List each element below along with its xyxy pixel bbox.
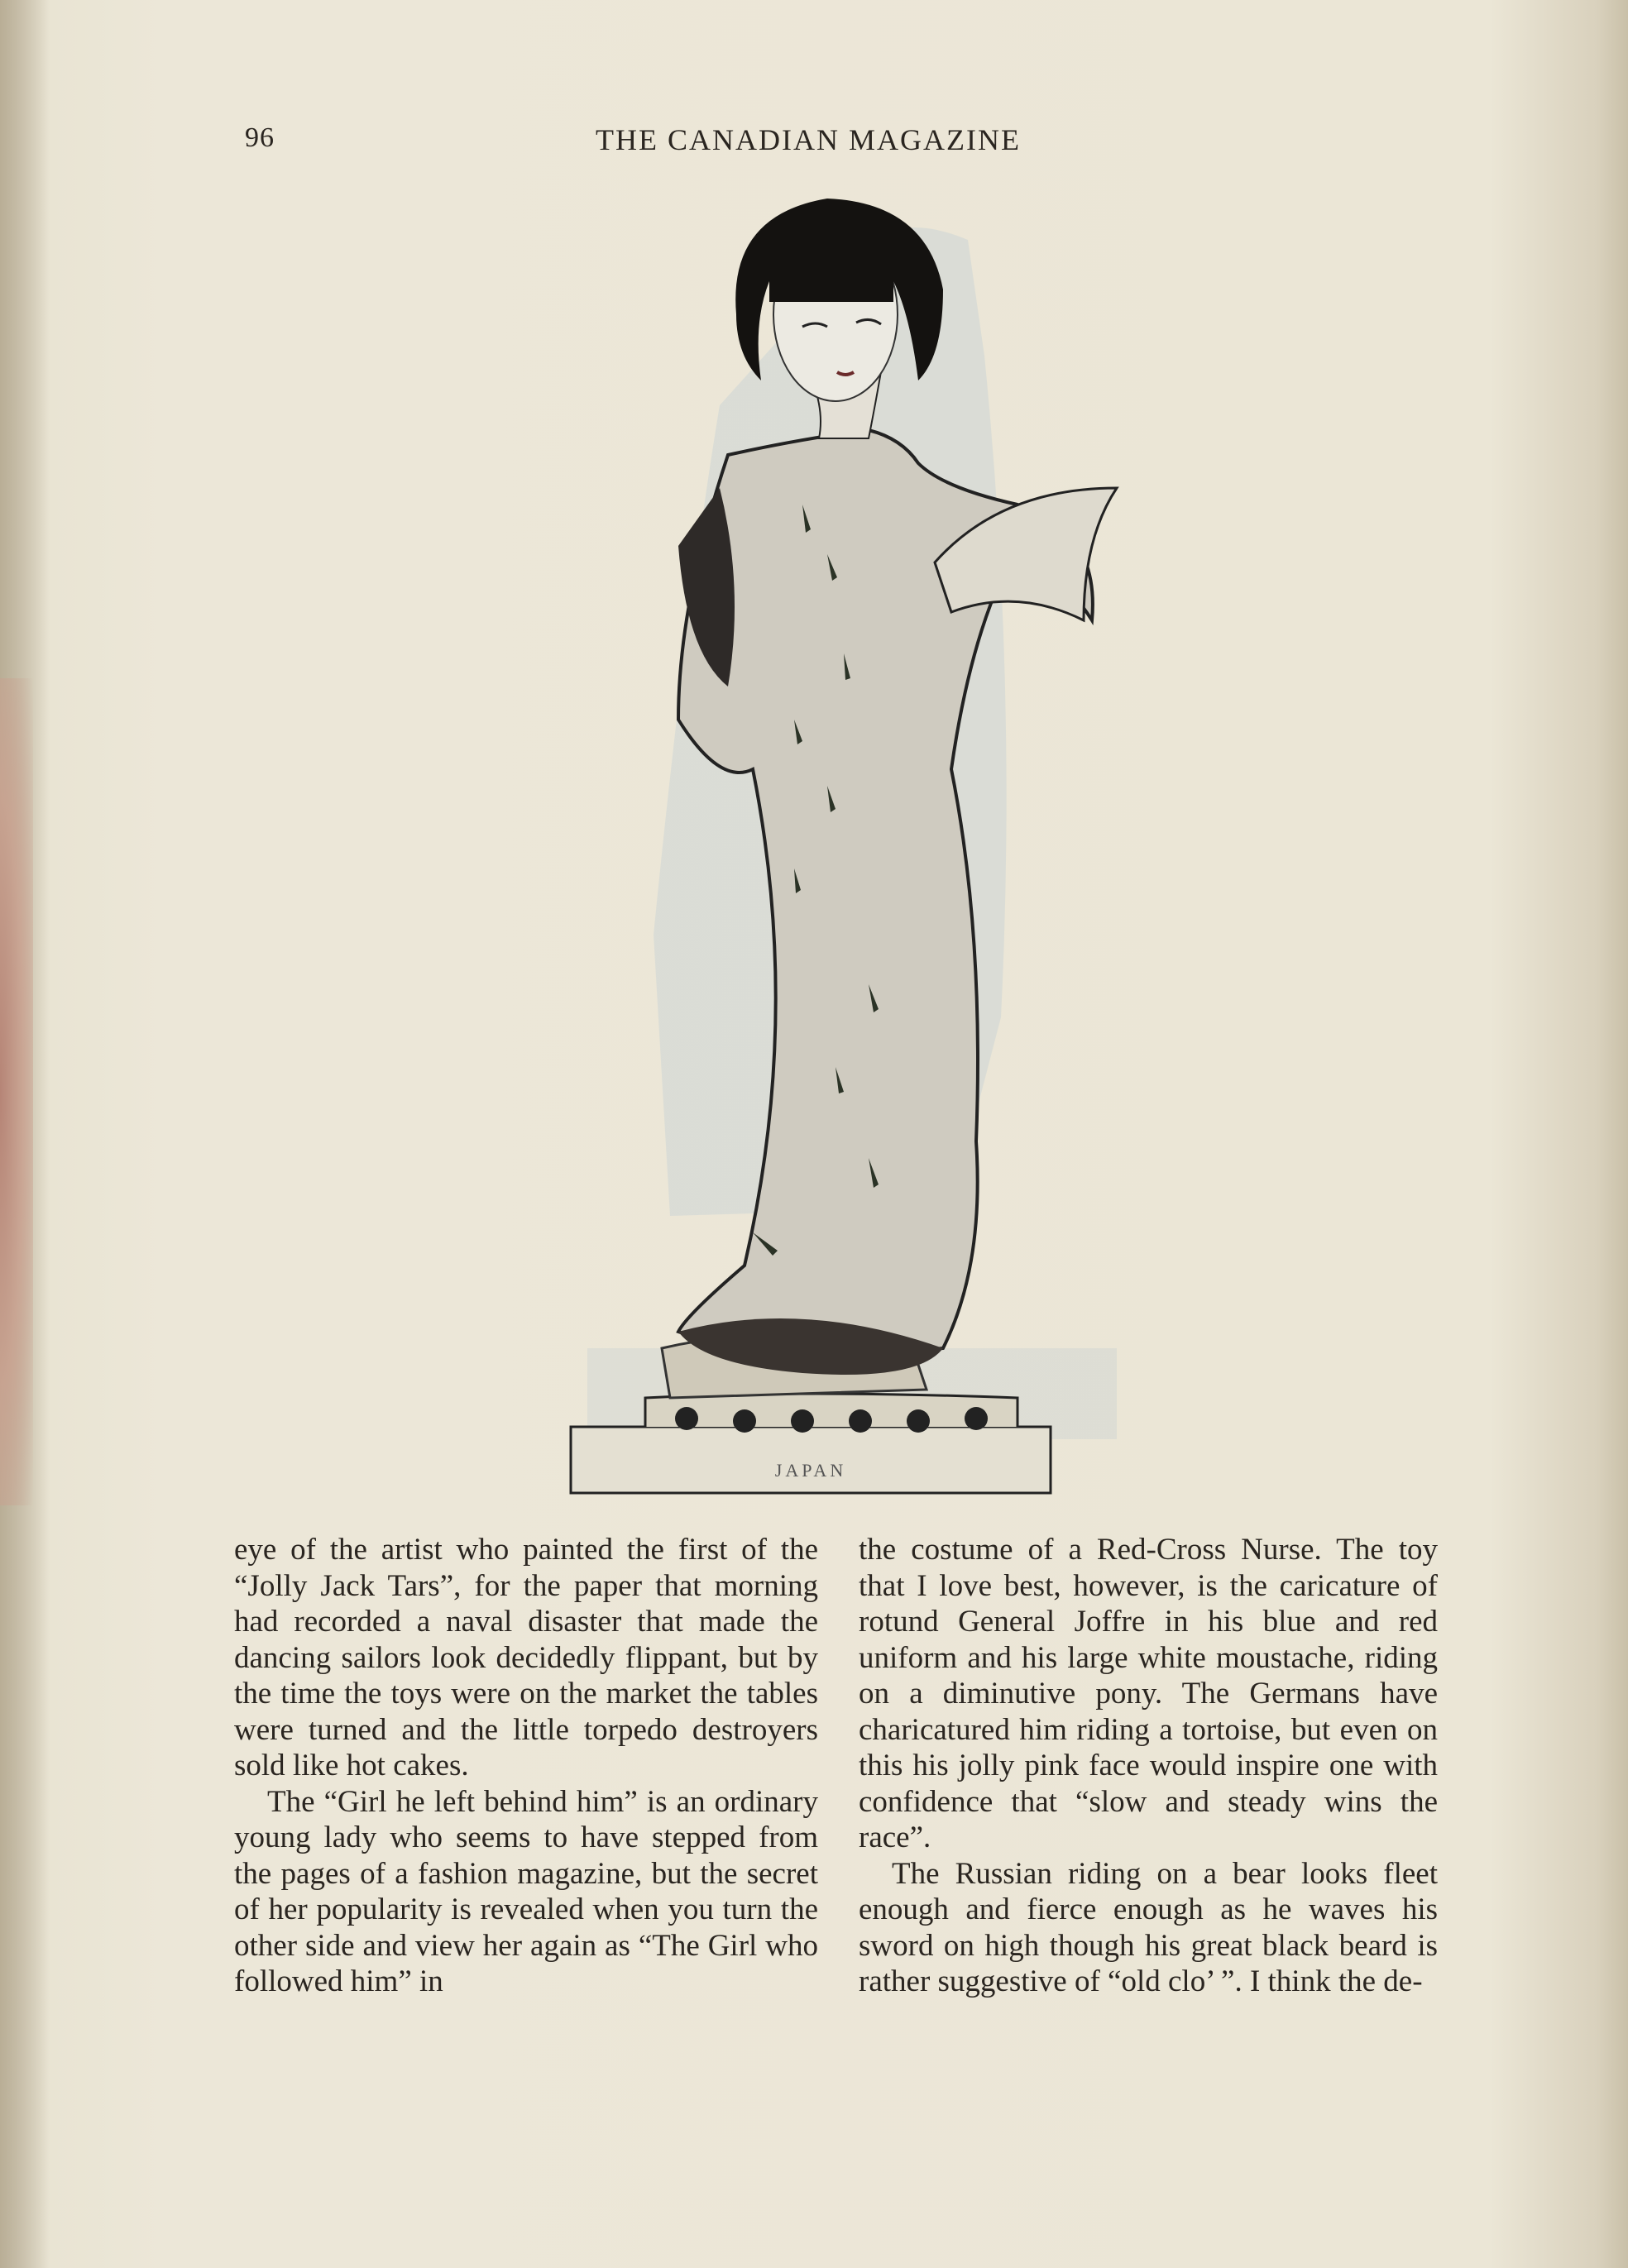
- right-paragraph-1: the costume of a Red-Cross Nurse. The toy that I love best, however, is the caricature of rotund General Joffre in his blue and red uniform and his large white moustache, riding on a diminutive pony. The Germans have charicatured him riding a tortoise, but even on this his jolly pink face would inspire one with confidence that “slow and steady wins the race”.: [859, 1533, 1438, 1854]
- japanese-girl-toy-illustration: [554, 190, 1133, 1497]
- page-header: [0, 122, 1628, 164]
- page-number: 96: [245, 122, 275, 153]
- toy-figure-drawing: [554, 190, 1133, 1497]
- left-column: [234, 1532, 818, 2000]
- left-paragraph-1: eye of the artist who painted the first of the “Jolly Jack Tars”, for the paper that morning had recorded a naval disaster that made the dancing sailors look decidedly flippant, but by the time the toys were on the market the tables were turned and the little torpedo destroyers sold like hot cakes.: [234, 1533, 818, 1782]
- stand-label: JAPAN: [774, 1460, 847, 1481]
- left-paragraph-2: The “Girl he left behind him” is an ordinary young lady who seems to have stepped from the pages of a fashion magazine, but the secret of her popularity is revealed when you turn the other side and view her again as “The Girl who followed him” in: [234, 1784, 818, 1998]
- right-paragraph-2: The Russian riding on a bear looks fleet enough and fierce enough as he waves his sword on high though his great black beard is rather suggestive of “old clo’ ”. I think the de-: [859, 1856, 1438, 1998]
- thumb-shadow: [0, 678, 33, 1505]
- running-title: THE CANADIAN MAGAZINE: [596, 123, 1021, 156]
- right-column: [859, 1532, 1438, 2000]
